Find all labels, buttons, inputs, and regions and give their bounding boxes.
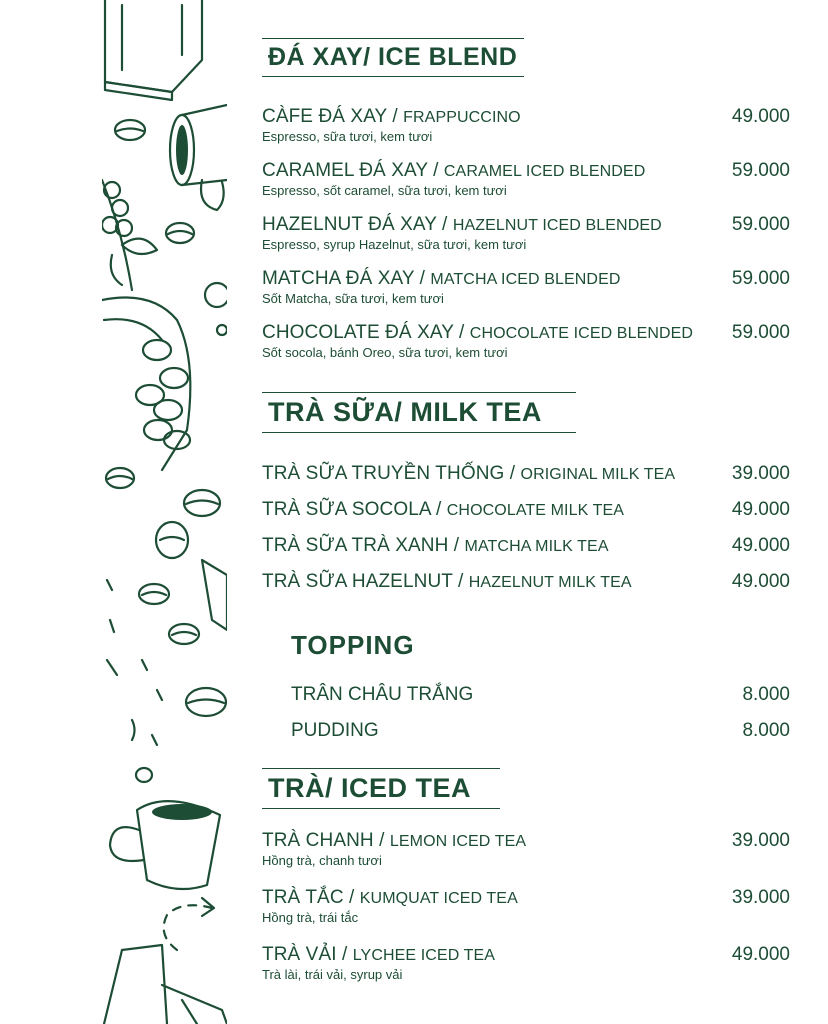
cup-cylinder-icon bbox=[170, 105, 227, 210]
topping-item bbox=[291, 720, 790, 742]
coffee-branch-icon bbox=[102, 180, 157, 290]
section-title-iced-tea: TRÀ/ ICED TEA bbox=[262, 768, 500, 809]
item-description: Espresso, sữa tươi, kem tươi bbox=[262, 129, 433, 144]
item-price: 49.000 bbox=[731, 106, 790, 127]
coffee-bag-icon bbox=[102, 283, 227, 470]
coffee-cup-icon bbox=[110, 801, 220, 889]
menu-item bbox=[262, 463, 790, 485]
item-price: 8.000 bbox=[742, 684, 790, 705]
item-price: 59.000 bbox=[731, 160, 790, 181]
menu-item bbox=[262, 160, 790, 198]
item-name: CÀFE ĐÁ XAY / FRAPPUCCINO bbox=[262, 106, 521, 127]
item-description: Sốt socola, bánh Oreo, sữa tươi, kem tươi bbox=[262, 345, 508, 360]
item-name: TRÂN CHÂU TRẮNG bbox=[291, 684, 474, 705]
item-price: 59.000 bbox=[731, 268, 790, 289]
topping-item bbox=[291, 684, 790, 706]
item-name: TRÀ SỮA TRÀ XANH / MATCHA MILK TEA bbox=[262, 535, 609, 556]
section-title-milk-tea: TRÀ SỮA/ MILK TEA bbox=[262, 392, 576, 433]
item-name: TRÀ CHANH / LEMON ICED TEA bbox=[262, 830, 527, 851]
menu-item bbox=[262, 499, 790, 521]
french-press-icon bbox=[104, 945, 227, 1024]
item-name: TRÀ SỮA HAZELNUT / HAZELNUT MILK TEA bbox=[262, 571, 632, 592]
coffee-doodle-strip bbox=[102, 0, 227, 1024]
item-description: Hồng trà, chanh tươi bbox=[262, 853, 382, 868]
item-description: Trà lài, trái vải, syrup vải bbox=[262, 967, 403, 982]
item-name: HAZELNUT ĐÁ XAY / HAZELNUT ICED BLENDED bbox=[262, 214, 662, 235]
item-description: Sốt Matcha, sữa tươi, kem tươi bbox=[262, 291, 444, 306]
menu-item bbox=[262, 944, 790, 982]
dashed-arrow-icon bbox=[164, 898, 214, 950]
item-description: Hồng trà, trái tắc bbox=[262, 910, 359, 925]
menu-item bbox=[262, 106, 790, 144]
left-margin bbox=[0, 0, 102, 1024]
menu-item bbox=[262, 535, 790, 557]
item-price: 39.000 bbox=[731, 887, 790, 908]
section-title-ice-blend: ĐÁ XAY/ ICE BLEND bbox=[262, 38, 524, 77]
item-name: CHOCOLATE ĐÁ XAY / CHOCOLATE ICED BLENDED bbox=[262, 322, 694, 343]
item-name: PUDDING bbox=[291, 720, 379, 741]
item-price: 8.000 bbox=[742, 720, 790, 741]
item-price: 49.000 bbox=[731, 499, 790, 520]
menu-item bbox=[262, 268, 790, 306]
item-name: TRÀ TẮC / KUMQUAT ICED TEA bbox=[262, 887, 518, 908]
item-price: 39.000 bbox=[731, 830, 790, 851]
menu-item bbox=[262, 214, 790, 252]
section-title-topping: TOPPING bbox=[291, 630, 415, 660]
item-price: 59.000 bbox=[731, 214, 790, 235]
item-price: 59.000 bbox=[731, 322, 790, 343]
item-name: TRÀ SỮA SOCOLA / CHOCOLATE MILK TEA bbox=[262, 499, 625, 520]
menu-item bbox=[262, 830, 790, 868]
item-price: 49.000 bbox=[731, 571, 790, 592]
item-price: 49.000 bbox=[731, 535, 790, 556]
item-description: Espresso, sốt caramel, sữa tươi, kem tươi bbox=[262, 183, 507, 198]
menu-item bbox=[262, 571, 790, 593]
book-icon bbox=[105, 0, 202, 100]
menu-item bbox=[262, 322, 790, 360]
item-name: TRÀ SỮA TRUYỀN THỐNG / ORIGINAL MILK TEA bbox=[262, 463, 676, 484]
item-name: CARAMEL ĐÁ XAY / CARAMEL ICED BLENDED bbox=[262, 160, 646, 181]
item-price: 39.000 bbox=[731, 463, 790, 484]
item-price: 49.000 bbox=[731, 944, 790, 965]
menu-item bbox=[262, 887, 790, 925]
item-name: TRÀ VẢI / LYCHEE ICED TEA bbox=[262, 944, 496, 965]
item-description: Espresso, syrup Hazelnut, sữa tươi, kem tươi bbox=[262, 237, 527, 252]
item-name: MATCHA ĐÁ XAY / MATCHA ICED BLENDED bbox=[262, 268, 621, 289]
